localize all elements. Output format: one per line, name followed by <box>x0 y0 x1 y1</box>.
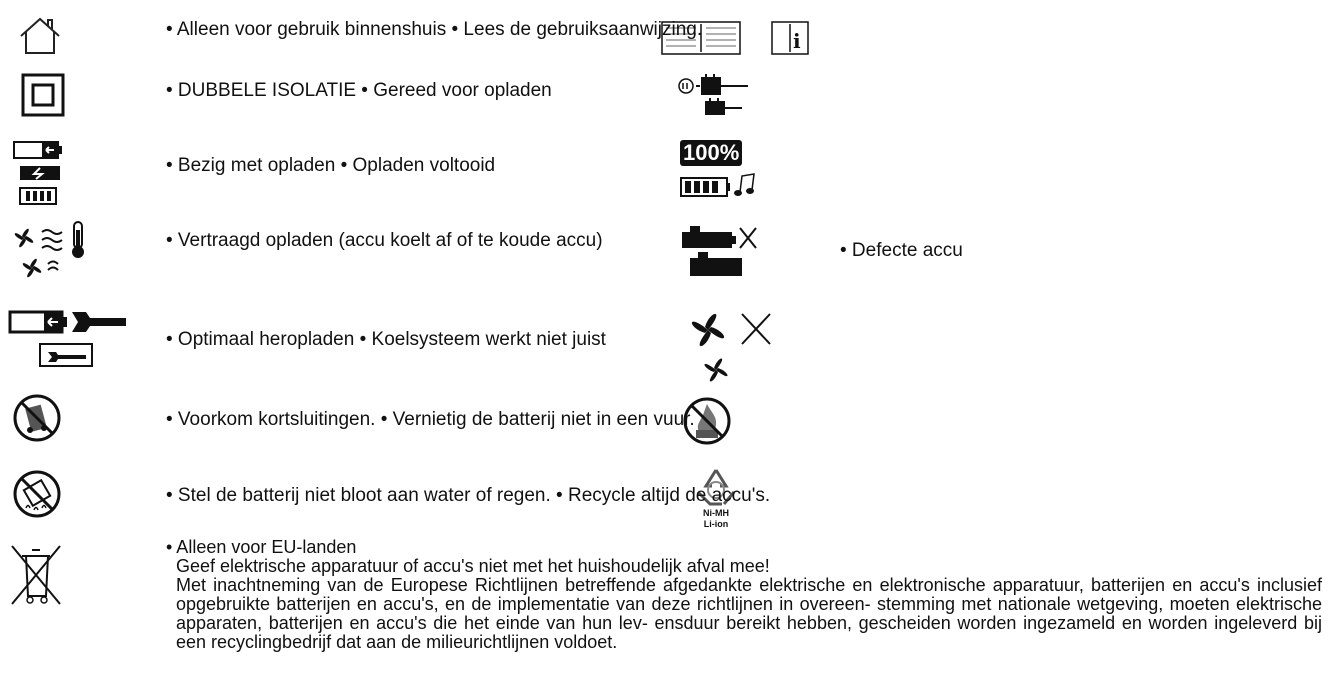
eu-notice-line1: Geef elektrische apparatuur of accu's niet met het huishoudelijk afval mee! <box>176 556 770 576</box>
eu-notice <box>166 538 1322 652</box>
battery-wrench-icon <box>8 302 128 370</box>
row-text-short-circuit: • Voorkom kortsluitingen. • Vernietig de batterij niet in een vuur. <box>166 409 695 430</box>
double-insulation-icon <box>20 72 66 118</box>
full-charge-label: 100% <box>680 140 742 166</box>
fan-thermometer-icon <box>10 220 106 280</box>
crossed-bin-icon <box>8 542 64 608</box>
no-water-icon <box>12 468 62 520</box>
eu-notice-heading: • Alleen voor EU-landen <box>166 537 357 557</box>
ready-to-charge-icon <box>676 74 756 116</box>
row-text-indoor-use: • Alleen voor gebruik binnenshuis • Lees de gebruiksaanwijzing. <box>166 19 703 40</box>
svg-text:i: i <box>793 29 801 53</box>
house-icon <box>18 16 62 56</box>
row-text-double-insulation: • DUBBELE ISOLATIE • Gereed voor opladen <box>166 80 552 101</box>
defective-battery-text: • Defecte accu <box>840 240 963 261</box>
recycle-nimh-label: Ni-MH <box>703 508 729 518</box>
row-text-delayed-charging: • Vertraagd opladen (accu koelt af of te koude accu) <box>166 230 603 251</box>
charge-complete-icon <box>680 140 764 204</box>
cooling-fault-icon <box>680 304 790 388</box>
row-text-charging: • Bezig met opladen • Opladen voltooid <box>166 155 496 176</box>
row-text-optimal-recharge: • Optimaal heropladen • Koelsysteem werkt niet juist <box>166 329 606 350</box>
battery-full-icon <box>680 172 764 200</box>
eu-notice-body: Met inachtneming van de Europese Richtlijnen betreffende afgedankte elektrische en elektronische apparatuur, batterijen en accu's inclusief opgebruikte batterijen en accu's, en de implementatie van deze richtlijnen in overeen- stemming met nationale wetgeving, moeten elektrische apparaten, batterijen en accu's die het einde van hun lev- ensduur bereikt hebben, gescheiden worden ingezameld en worden ingeleverd bij een recyclingbedrijf dat aan de milieurichtlijnen voldoet. <box>176 575 1322 652</box>
row-text-water-recycle: • Stel de batterij niet bloot aan water of regen. • Recycle altijd de accu's. <box>166 485 771 506</box>
recycle-liion-label: Li-ion <box>703 519 729 529</box>
no-short-circuit-icon <box>12 390 62 446</box>
charging-battery-icon <box>12 138 74 210</box>
defective-battery-icon <box>680 220 764 280</box>
